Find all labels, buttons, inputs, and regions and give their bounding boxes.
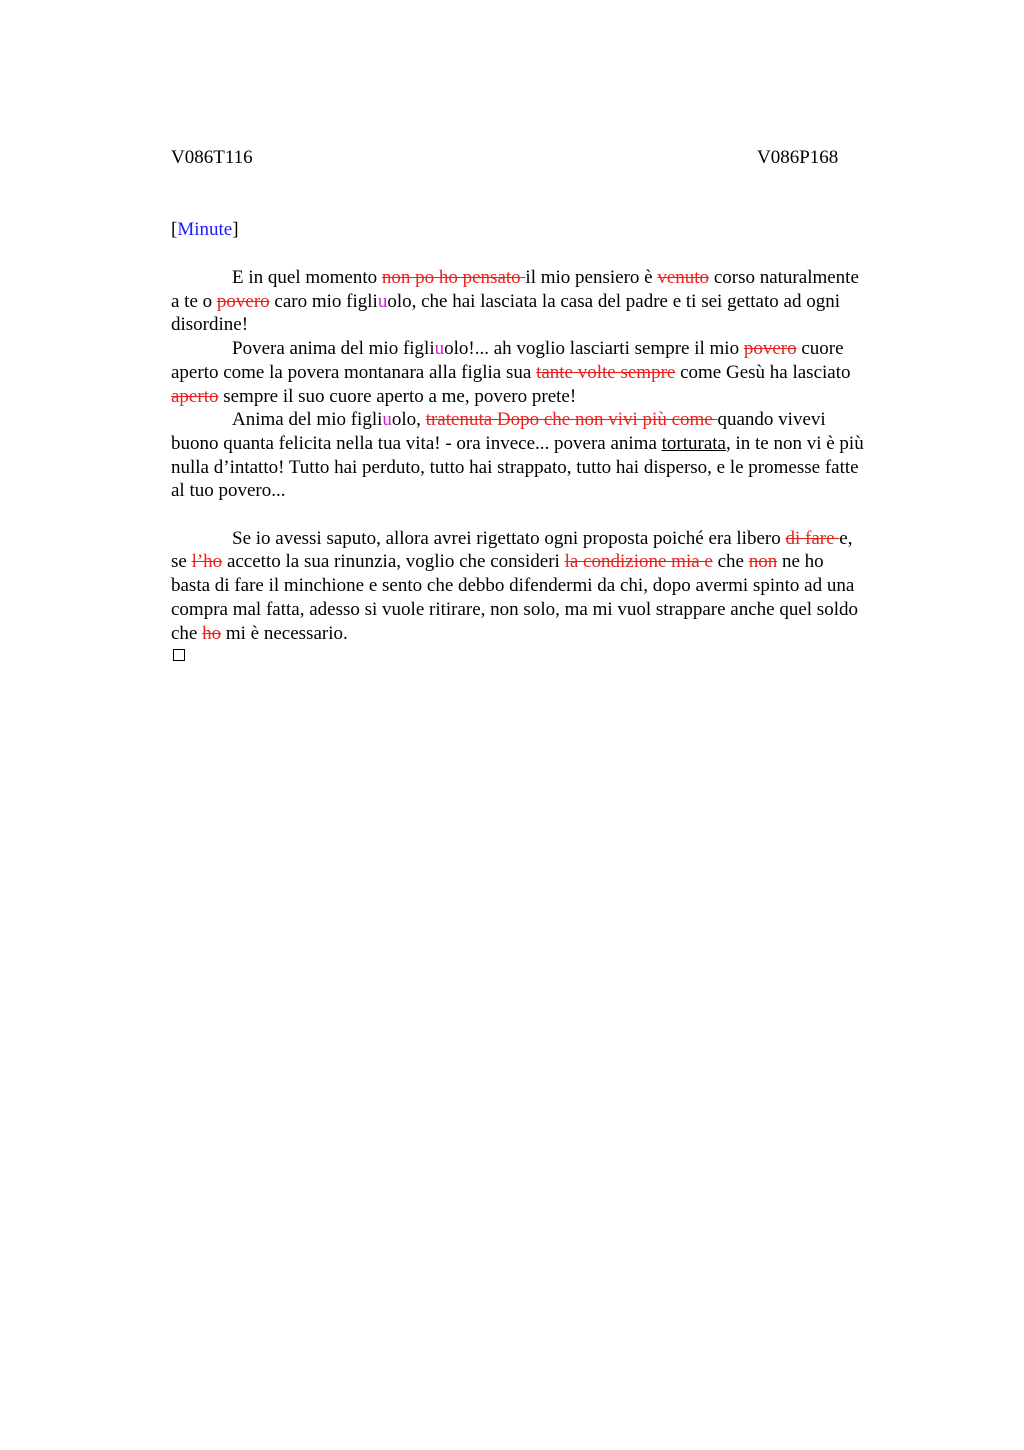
text-line [171, 408, 931, 432]
text-run: al tuo povero... [171, 480, 286, 502]
paragraph [171, 408, 931, 503]
inserted-letter: u [382, 409, 392, 431]
text-line [171, 598, 931, 622]
paragraph [171, 266, 931, 337]
text-run: olo, che hai lasciata la casa del padre e ti sei gettato ad ogni [387, 290, 840, 312]
text-run: basta di fare il minchione e sento che debbo difendermi da chi, dopo avermi spinto ad una [171, 575, 855, 597]
close-bracket: ] [232, 219, 239, 240]
deleted-text: venuto [657, 267, 710, 288]
text-run: Anima del mio figli [232, 409, 383, 431]
header-right-code: V086P168 [757, 147, 839, 168]
deleted-text: non po ho pensato [381, 267, 526, 288]
text-run: che [171, 622, 203, 644]
deleted-text: di fare [785, 527, 840, 549]
text-run: aperto come la povera montanara alla figlia sua [171, 361, 537, 383]
inserted-letter: u [434, 338, 445, 360]
deleted-text: tratenuta Dopo che non vivi più come [425, 409, 718, 431]
text-run: quando vivevi [717, 409, 826, 431]
text-run: corso naturalmente [709, 267, 859, 288]
inserted-letter: u [377, 290, 388, 312]
text-run: , in te non vi è più [725, 432, 864, 454]
text-run: cuore [796, 338, 844, 360]
text-run: buono quanta felicita nella tua vita! - ora invece... povera anima [171, 432, 662, 454]
paragraph-gap [171, 503, 931, 527]
text-run: ne ho [777, 551, 824, 573]
text-line [171, 550, 931, 574]
text-run: olo, [391, 409, 426, 431]
text-line [171, 622, 931, 646]
underlined-text: torturata [661, 432, 726, 454]
open-bracket: [ [171, 219, 178, 240]
text-line [171, 574, 931, 598]
deleted-text: povero [743, 338, 797, 360]
text-line [171, 527, 931, 551]
deleted-text: ho [202, 622, 222, 644]
text-run: che [712, 551, 749, 573]
text-line [171, 313, 931, 337]
text-run: olo!... ah voglio lasciarti sempre il mio [444, 338, 744, 360]
section-label [171, 218, 239, 242]
text-run: come Gesù ha lasciato [675, 361, 851, 383]
deleted-text: aperto [171, 385, 219, 407]
text-line [171, 361, 931, 385]
paragraph [171, 337, 931, 408]
text-run: il mio pensiero è [525, 267, 658, 288]
text-run: a te o [171, 290, 217, 312]
text-run: disordine! [171, 314, 249, 336]
text-line [171, 432, 931, 456]
text-run: Povera anima del mio figli [232, 338, 435, 360]
text-run: e, [839, 527, 853, 549]
text-line [171, 385, 931, 409]
deleted-text: povero [216, 290, 270, 312]
text-run: caro mio figli [269, 290, 378, 312]
transcription-body [171, 266, 931, 645]
text-line [171, 290, 931, 314]
text-run: mi è necessario. [221, 622, 348, 644]
text-run: compra mal fatta, adesso si vuole ritirare, non solo, ma mi vuol strappare anche quel soldo [171, 598, 858, 620]
deleted-text: tante volte sempre [536, 361, 676, 383]
end-marker-icon [173, 649, 185, 661]
text-run: nulla d’intatto! Tutto hai perduto, tutto hai strappato, tutto hai disperso, e le promesse fatte [171, 456, 859, 478]
text-line [171, 266, 931, 290]
deleted-text: l’ho [191, 551, 223, 573]
text-run: Se io avessi saputo, allora avrei rigettato ogni proposta poiché era libero [232, 527, 786, 549]
text-run: E in quel momento [232, 267, 382, 288]
paragraph [171, 527, 931, 646]
header-left-code: V086T116 [171, 147, 253, 168]
text-line [171, 456, 931, 480]
deleted-text: non [748, 551, 778, 573]
deleted-text: la condizione mia e [564, 551, 713, 573]
text-run: sempre il suo cuore aperto a me, povero prete! [218, 385, 577, 407]
section-label-text: Minute [177, 219, 233, 240]
text-run: accetto la sua rinunzia, voglio che consideri [222, 551, 565, 573]
text-line [171, 479, 931, 503]
text-line [171, 337, 931, 361]
text-run: se [171, 551, 192, 573]
